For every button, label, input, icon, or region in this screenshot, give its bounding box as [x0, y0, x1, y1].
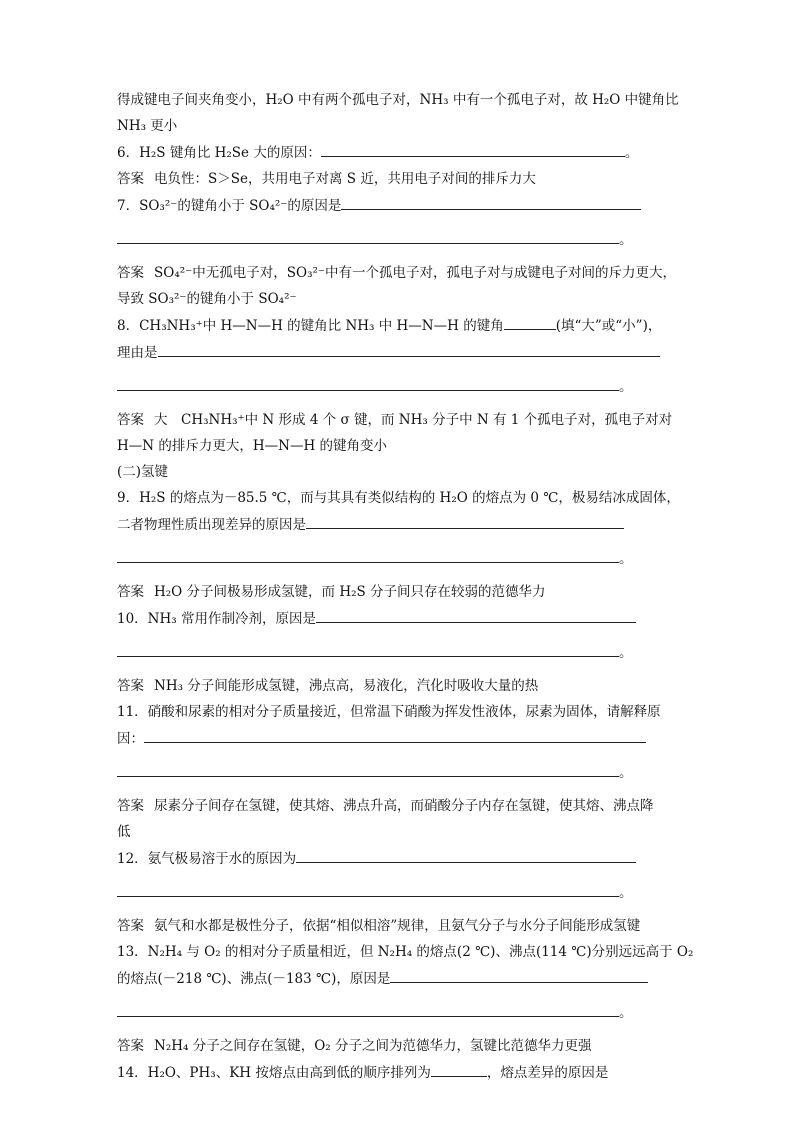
- answer-6: [117, 171, 682, 187]
- question-text: 8．CH₃NH₃⁺中 H—N—H 的键角比 NH₃ 中 H—N—H 的键角: [117, 318, 504, 334]
- answer-text: 大 CH₃NH₃⁺中 N 形成 4 个 σ 键，而 NH₃ 分子中 N 有 1 个孤电子对，孤电子对对: [154, 412, 673, 428]
- answer-text: H₂O 分子间极易形成氢键，而 H₂S 分子间只存在较弱的范德华力: [154, 584, 546, 600]
- answer-text: 尿素分子间存在氢键，使其熔、沸点升高，而硝酸分子内存在氢键，使其熔、沸点降: [154, 798, 654, 814]
- question-9-cont: [117, 516, 682, 533]
- question-7: [117, 197, 682, 214]
- answer-blank[interactable]: [117, 231, 619, 244]
- question-text: 二者物理性质出现差异的原因是: [117, 517, 306, 533]
- question-11-cont: [117, 730, 682, 747]
- answer-blank[interactable]: [158, 344, 660, 357]
- answer-blank[interactable]: [431, 1064, 487, 1077]
- answer-label: 答案: [117, 584, 144, 600]
- answer-text: SO₄²⁻中无孤电子对，SO₃²⁻中有一个孤电子对，孤电子对与成键电子对间的斥力更大，: [154, 265, 677, 281]
- answer-label: 答案: [117, 1038, 144, 1054]
- answer-blank[interactable]: [316, 610, 636, 623]
- answer-label: 答案: [117, 265, 144, 281]
- answer-line: [117, 1004, 682, 1021]
- question-13-cont: [117, 970, 682, 987]
- answer-label: 答案: [117, 918, 144, 934]
- answer-12: [117, 918, 682, 934]
- question-8-reason: [117, 344, 682, 361]
- question-11: 11．硝酸和尿素的相对分子质量接近，但常温下硝酸为挥发性液体，尿素为固体，请解释原: [117, 704, 661, 720]
- question-text: ，熔点差异的原因是: [486, 1065, 609, 1081]
- answer-9: [117, 584, 682, 600]
- answer-text: N₂H₄ 分子之间存在氢键，O₂ 分子之间为范德华力，氢键比范德华力更强: [154, 1038, 592, 1054]
- question-13: 13．N₂H₄ 与 O₂ 的相对分子质量相近，但 N₂H₄ 的熔点(2 ℃)、沸点(114 ℃)分别远远高于 O₂: [117, 944, 694, 960]
- question-12: [117, 850, 682, 867]
- period: 。: [619, 379, 633, 395]
- answer-line: [117, 378, 682, 395]
- answer-10: [117, 678, 682, 694]
- question-text: 6．H₂S 键角比 H₂Se 大的原因：: [117, 145, 321, 161]
- period: 。: [624, 145, 639, 161]
- question-14: [117, 1064, 682, 1081]
- answer-label: 答案: [117, 412, 144, 428]
- answer-blank[interactable]: [296, 850, 636, 863]
- period: 。: [619, 645, 633, 661]
- answer-13: [117, 1038, 682, 1054]
- question-9: 9．H₂S 的熔点为－85.5 ℃，而与其具有类似结构的 H₂O 的熔点为 0 ℃，极易结冰成固体，: [117, 490, 680, 506]
- question-text: 7．SO₃²⁻的键角小于 SO₄²⁻的原因是: [117, 198, 342, 214]
- question-text: 理由是: [117, 345, 158, 361]
- answer-text: NH₃ 分子间能形成氢键，沸点高，易液化，汽化时吸收大量的热: [154, 678, 539, 694]
- answer-blank[interactable]: [306, 516, 624, 529]
- question-6: [117, 144, 682, 161]
- answer-blank[interactable]: [117, 378, 619, 391]
- period: 。: [619, 765, 633, 781]
- answer-label: 答案: [117, 171, 144, 187]
- period: 。: [619, 551, 633, 567]
- answer-line: [117, 884, 682, 901]
- answer-text: 电负性：S＞Se，共用电子对离 S 近，共用电子对间的排斥力大: [154, 171, 536, 187]
- answer-line: [117, 764, 682, 781]
- answer-line: [117, 231, 682, 248]
- period: 。: [619, 232, 633, 248]
- answer-label: 答案: [117, 798, 144, 814]
- answer-blank[interactable]: [390, 970, 648, 983]
- text-line: NH₃ 更小: [117, 118, 178, 134]
- question-text: 因：: [117, 731, 144, 747]
- answer-blank[interactable]: [117, 764, 619, 777]
- answer-11: [117, 798, 682, 814]
- question-8: [117, 317, 682, 334]
- answer-blank[interactable]: [117, 644, 619, 657]
- answer-label: 答案: [117, 678, 144, 694]
- question-text: 10．NH₃ 常用作制冷剂，原因是: [117, 611, 316, 627]
- answer-blank[interactable]: [117, 1004, 619, 1017]
- question-10: [117, 610, 682, 627]
- text-line: 导致 SO₃²⁻的键角小于 SO₄²⁻: [117, 291, 297, 307]
- question-text: 12．氨气极易溶于水的原因为: [117, 851, 297, 867]
- question-text: 的熔点(－218 ℃)、沸点(－183 ℃)，原因是: [117, 971, 391, 987]
- text-line: 得成键电子间夹角变小，H₂O 中有两个孤电子对，NH₃ 中有一个孤电子对，故 H₂O 中键角比: [117, 92, 679, 108]
- question-text: (填“大”或“小”)，: [555, 318, 662, 334]
- answer-text: 氨气和水都是极性分子，依据“相似相溶”规律，且氨气分子与水分子间能形成氢键: [154, 918, 641, 934]
- period: 。: [619, 1005, 633, 1021]
- text-line: H—N 的排斥力更大，H—N—H 的键角变小: [117, 438, 388, 454]
- answer-8: [117, 412, 682, 428]
- document-page: [117, 92, 694, 1081]
- answer-blank[interactable]: [117, 884, 619, 897]
- answer-blank[interactable]: [117, 550, 619, 563]
- answer-7: [117, 265, 682, 281]
- answer-blank[interactable]: [144, 730, 646, 743]
- answer-blank[interactable]: [504, 317, 556, 330]
- answer-line: [117, 644, 682, 661]
- answer-blank[interactable]: [341, 197, 641, 210]
- answer-line: [117, 550, 682, 567]
- text-line: 低: [117, 824, 131, 840]
- period: 。: [619, 885, 633, 901]
- section-heading: (二)氢键: [117, 464, 169, 480]
- question-text: 14．H₂O、PH₃、KH 按熔点由高到低的顺序排列为: [117, 1065, 431, 1081]
- answer-blank[interactable]: [321, 144, 625, 157]
